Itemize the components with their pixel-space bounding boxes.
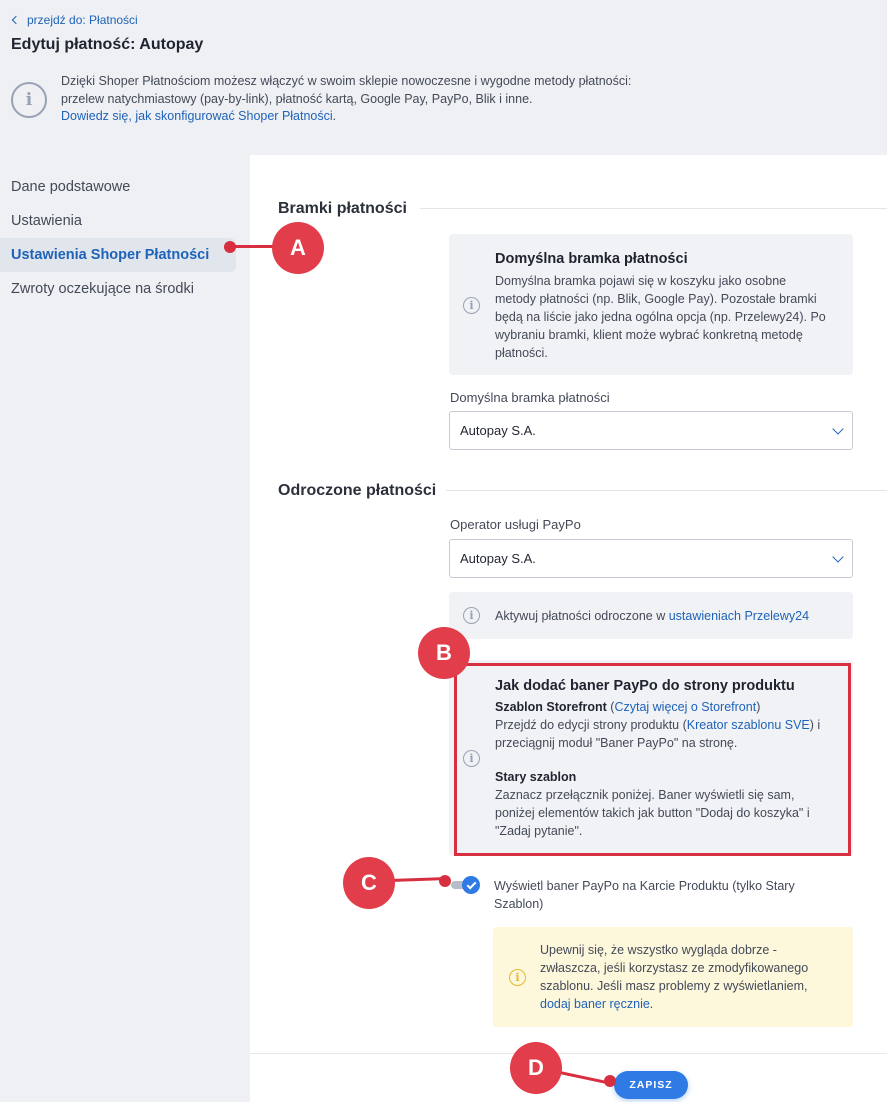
- info-icon: i: [463, 750, 480, 767]
- page-title: Edytuj płatność: Autopay: [11, 36, 204, 53]
- sidebar-item-basic-data[interactable]: Dane podstawowe: [11, 179, 131, 195]
- chevron-down-icon: [832, 551, 843, 562]
- warning-info-icon: i: [509, 969, 526, 986]
- chevron-left-icon: [12, 16, 20, 24]
- info-box-text: Domyślna bramka pojawi się w koszyku jako osobne metody płatności (np. Blik, Google Pay). Pozostałe bramki będą na liście jako jedna ogólna opcja (np. Przelewy24). Po wybraniu bramki, klient może wybrać konkretną metodę płatności.: [495, 274, 826, 360]
- save-button[interactable]: ZAPISZ: [614, 1071, 688, 1099]
- add-banner-manually-link[interactable]: dodaj baner ręcznie: [540, 997, 650, 1011]
- section-title-deferred: Odroczone płatności: [278, 482, 437, 499]
- default-gateway-label: Domyślna bramka płatności: [450, 390, 610, 405]
- sidebar-nav: [0, 170, 236, 306]
- paypo-banner-toggle-label[interactable]: Wyświetl baner PayPo na Karcie Produktu (tylko Stary Szablon): [494, 879, 795, 911]
- callout-dot-a: [224, 241, 236, 253]
- sidebar-item-settings[interactable]: Ustawienia: [11, 213, 82, 229]
- default-gateway-select[interactable]: Autopay S.A.: [449, 411, 853, 450]
- warning-box: i Upewnij się, że wszystko wygląda dobrze - zwłaszcza, jeśli korzystasz ze zmodyfikowanego szablonu. Jeśli masz problemy z wyświetlaniem, dodaj baner ręcznie.: [493, 927, 853, 1027]
- callout-highlight-box: [454, 663, 851, 856]
- intro-link[interactable]: Dowiedz się, jak skonfigurować Shoper Płatności: [61, 109, 333, 123]
- section-divider: [420, 208, 887, 209]
- callout-marker-b: B: [418, 627, 470, 679]
- callout-dot-d: [604, 1075, 616, 1087]
- callout-marker-d: D: [510, 1042, 562, 1094]
- info-icon: i: [463, 297, 480, 314]
- back-link-label: przejdź do: Płatności: [27, 13, 138, 27]
- storefront-info-link[interactable]: Czytaj więcej o Storefront: [614, 700, 757, 714]
- info-box-title: Domyślna bramka płatności: [495, 251, 688, 267]
- activate-deferred-info-box: i Aktywuj płatności odroczone w ustawieniach Przelewy24: [449, 592, 853, 639]
- back-link[interactable]: [11, 13, 138, 27]
- sve-builder-link[interactable]: Kreator szablonu SVE: [686, 718, 810, 732]
- default-gateway-info-box: [449, 234, 853, 375]
- paypo-banner-info-box: i Jak dodać baner PayPo do strony produktu Szablon Storefront (Czytaj więcej o Storefront) Przejdź do edycji strony produktu (Kreator szablonu SVE) i przeciągnij moduł "Baner PayPo" na stronę. Stary szablon Zaznacz przełącznik poniżej. Baner wyświetli się sam, poniżej elementów takich jak button "Dodaj do koszyka" i "Zadaj pytanie".: [449, 660, 853, 856]
- callout-dot-c: [439, 875, 451, 887]
- section-divider: [446, 490, 887, 491]
- sidebar-item-shoper-payments-settings[interactable]: Ustawienia Shoper Płatności: [0, 238, 236, 272]
- check-icon: [466, 879, 476, 889]
- callout-marker-c: C: [343, 857, 395, 909]
- info-icon: i: [11, 82, 47, 118]
- paypo-operator-select[interactable]: Autopay S.A.: [449, 539, 853, 578]
- paypo-banner-toggle[interactable]: [451, 876, 479, 894]
- section-title-gateways: Bramki płatności: [278, 200, 407, 217]
- paypo-operator-label: Operator usługi PayPo: [450, 517, 581, 532]
- footer-bar: [250, 1053, 887, 1102]
- info-box-title: Jak dodać baner PayPo do strony produktu: [495, 678, 795, 694]
- przelewy24-settings-link[interactable]: ustawieniach Przelewy24: [668, 609, 810, 623]
- info-icon: i: [463, 607, 480, 624]
- callout-marker-a: A: [272, 222, 324, 274]
- intro-text: Dzięki Shoper Płatnościom możesz włączyć w swoim sklepie nowoczesne i wygodne metody płatności: przelew natychmiastowy (pay-by-link), płatność kartą, Google Pay, PayPo, Blik i inne. Dowiedz się, jak skonfigurować Shoper Płatności.: [61, 74, 632, 123]
- chevron-down-icon: [832, 423, 843, 434]
- sidebar-item-pending-refunds[interactable]: Zwroty oczekujące na środki: [11, 281, 194, 297]
